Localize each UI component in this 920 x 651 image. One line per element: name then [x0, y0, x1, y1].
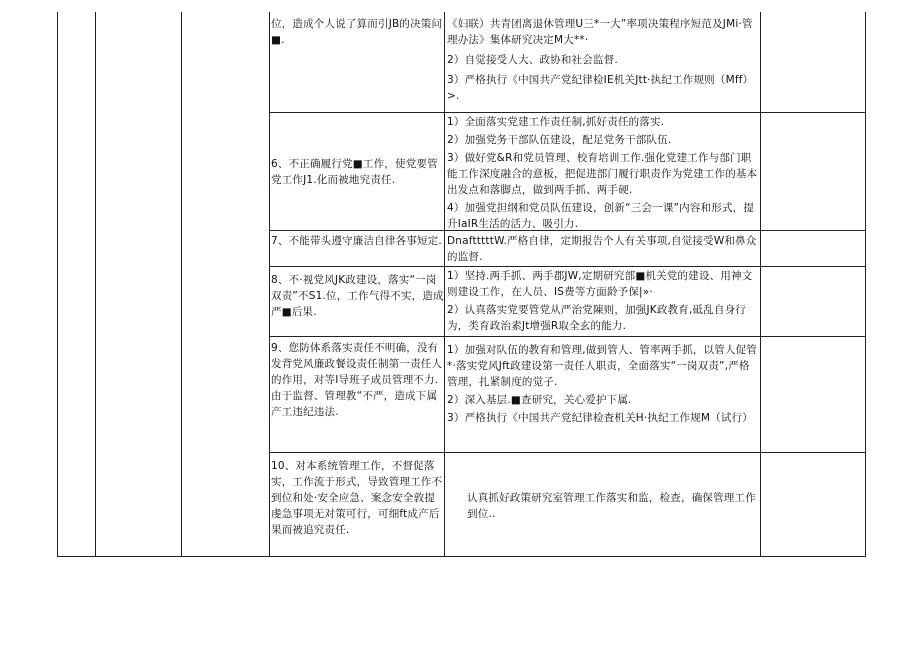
measure-cell [447, 268, 759, 334]
grid-line [865, 12, 866, 557]
measure-cell [447, 342, 759, 426]
measure-item: 3）严格执行《中国共产党纪律检IE机关Jtt·执纪工作规则（Mff）>. [447, 74, 754, 102]
measure-item: 认真抓好政策研究室管理工作落实和监，检查，确保管理工作到位.. [467, 492, 756, 520]
risk-text: 位，造成个人说了算而引JB的决策问■. [271, 18, 443, 46]
grid-line [95, 12, 96, 557]
risk-cell [271, 156, 445, 188]
measure-item: 2）深入基层.■查研究，关心爱护下属. [447, 394, 632, 406]
grid-line [269, 12, 270, 557]
measure-item: 2）认真落实党要管党从严治党陳则，加强JK政教育,砥乱自身行为，类育政治素Jt增强R取全玄的能力. [447, 304, 746, 332]
grid-line [269, 266, 866, 267]
risk-cell [271, 16, 445, 48]
measure-cell [447, 233, 759, 265]
measure-item: 1）全面落实党建工作责任制,抓好责任的落实. [447, 116, 665, 128]
grid-line [181, 12, 182, 557]
risk-text: 9、您防体系落实责任不明确，没有发背党风廉政餐设责任制第一责任人的作用，对等I导班子成员管理不力.由于监督、管理教“不严，造成下属产工违纪违法. [271, 342, 443, 418]
measure-item: 3）做好党&R和党员管理、校育培训工作.强化党建工作与部门职能工作深度融合的意板，把促进部门履行职责作为党建工作的基本出发点和落脚点，做到两手抓、两手硬. [447, 152, 758, 196]
measure-cell [467, 490, 759, 522]
measure-item: 3）严格执行《中国共产党纪律检査机关H·执纪工作规M（试行） [447, 412, 753, 424]
grid-line [57, 12, 58, 557]
risk-cell [271, 272, 445, 320]
grid-line [760, 12, 761, 557]
grid-line [269, 112, 866, 113]
measure-item: 2）加强党务干部队伍建设，配足党务干部队伍. [447, 134, 672, 146]
risk-text: 10、对本系统管理工作，不督促落实，工作流于形式，导致管理工作不到位和处·安全应急、案念安全敦提虔急事项无对策可行，可细ft成产后果而被追究责任. [271, 460, 443, 536]
grid-line [57, 556, 866, 557]
measure-item: 4）加强党担纲和党员队伍建设，创新“三会一课”内容和形式，提升IaIR生活的活力、吸引力. [447, 202, 755, 230]
measure-item: DnaftttttW.严格自律，定期报告个人有关事项,自觉接受W和鼻众的监督. [447, 235, 757, 263]
measure-item: 1）坚持.两手抓、两手郡JW,定期研究部■机关党的建设、用神文则建设工作，在人员、IS费等方面龄予保|»· [447, 270, 753, 298]
measure-item: 2）自觉接受人大、政协和社会监督. [447, 54, 618, 66]
measure-item: 1）加强对队伍的教育和管理,做到管人、管率两手抓，以管人促管*·落实党风Jft政建设第一责任人职责，全面落实“一岗双责”,严格管理，扎紧制度的觉子. [447, 344, 758, 388]
risk-cell [271, 233, 445, 249]
measure-cell [447, 16, 759, 104]
risk-text: 8、不·视党风JK政建设，落实“一岗双责”不S1.位，工作气得不实，造成严■后果. [271, 274, 444, 318]
risk-cell [271, 458, 445, 538]
risk-text: 6、不正确履行党■工作，使党要管党工作J1.化而被地究责任. [271, 158, 438, 186]
grid-line [269, 336, 866, 337]
risk-cell [271, 340, 445, 420]
responsibility-table [57, 12, 866, 557]
grid-line [269, 452, 866, 453]
measure-item: 《妇联）共青团离退休管理U三*一大”率项决策程序短范及JMi·管理办法》集体研究决定M大**· [447, 18, 753, 46]
risk-text: 7、不能带头遵守廉洁自律各事短定. [271, 235, 442, 247]
measure-cell [447, 114, 759, 232]
